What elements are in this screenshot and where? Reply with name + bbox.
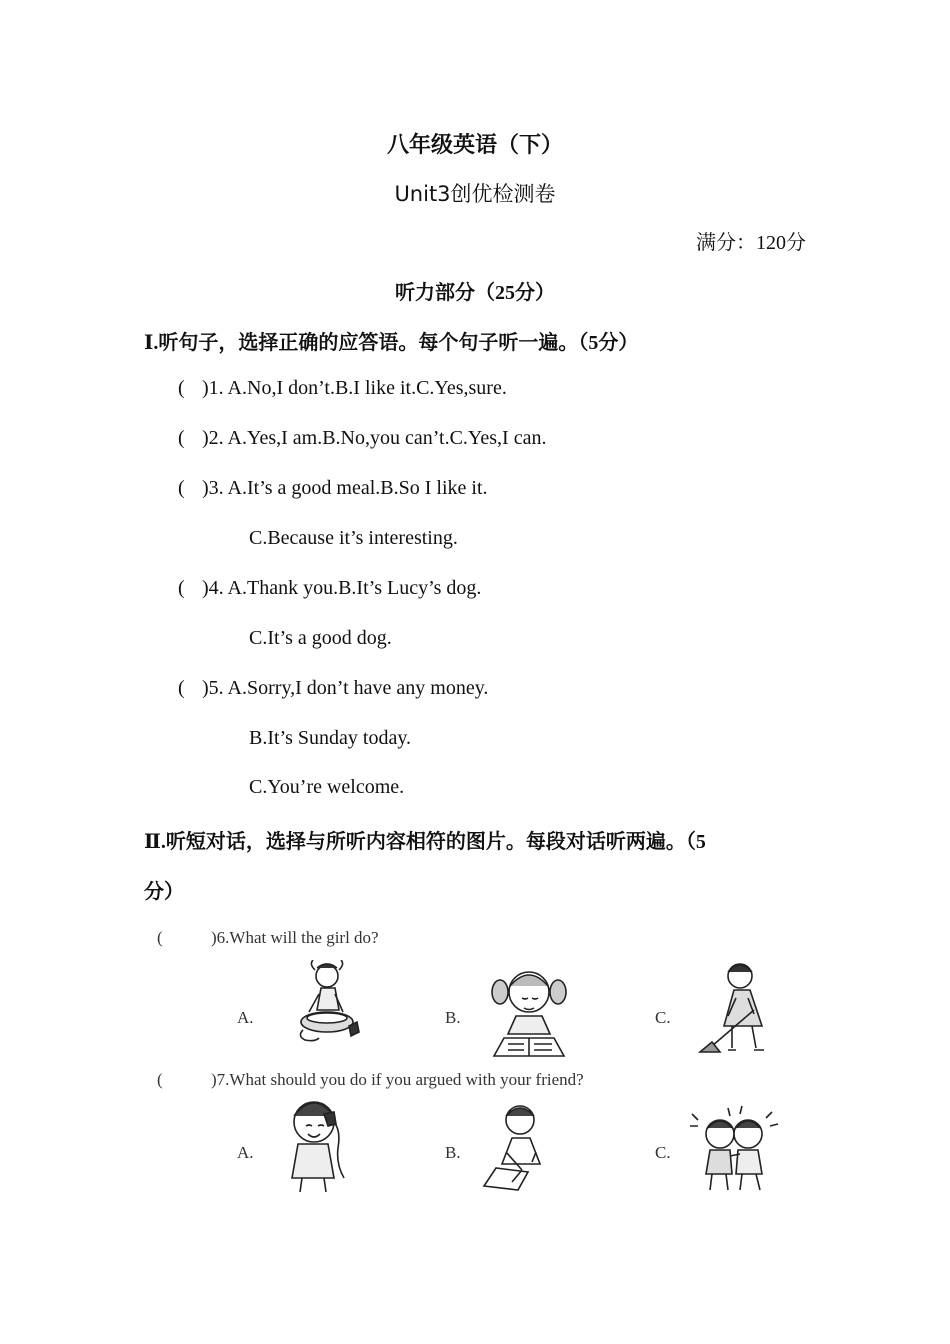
question-4-option-c: C.It’s a good dog. <box>249 627 392 649</box>
question-6 <box>157 928 379 948</box>
option-b-label[interactable]: B. <box>445 1008 461 1027</box>
girl-washing-clothes-icon[interactable] <box>295 960 361 1052</box>
answer-paren[interactable]: ( <box>157 1070 163 1089</box>
listening-part-heading: 听力部分（25分） <box>395 282 555 304</box>
option-a-label[interactable]: A. <box>237 1008 254 1027</box>
answer-paren[interactable]: ( <box>178 477 185 499</box>
question-text: )6.What will the girl do? <box>211 928 379 947</box>
question-5-option-b: B.It’s Sunday today. <box>249 727 412 749</box>
section-2-heading-cont: 分） <box>144 881 184 903</box>
question-text: )1. A.No,I don’t.B.I like it.C.Yes,sure. <box>202 377 507 399</box>
question-text: )5. A.Sorry,I don’t have any money. <box>202 677 489 699</box>
answer-paren[interactable]: ( <box>157 928 163 947</box>
question-text: )3. A.It’s a good meal.B.So I like it. <box>202 477 488 499</box>
question-3 <box>178 477 488 500</box>
answer-paren[interactable]: ( <box>178 677 185 699</box>
option-b-label[interactable]: B. <box>445 1143 461 1162</box>
question-text: )4. A.Thank you.B.It’s Lucy’s dog. <box>202 577 482 599</box>
question-7 <box>157 1070 584 1090</box>
question-5-option-c: C.You’re welcome. <box>249 776 405 798</box>
boy-phone-call-icon[interactable] <box>284 1098 356 1194</box>
document-title: 八年级英语（下） <box>386 133 563 158</box>
question-5 <box>178 677 488 700</box>
boy-writing-letter-icon[interactable] <box>482 1102 558 1192</box>
answer-paren[interactable]: ( <box>178 427 185 449</box>
question-text: )2. A.Yes,I am.B.No,you can’t.C.Yes,I can. <box>202 427 547 449</box>
section-1-heading: Ⅰ.听句子，选择正确的应答语。每个句子听一遍。（5分） <box>144 332 639 354</box>
option-c-label[interactable]: C. <box>655 1143 671 1162</box>
question-3-option-c: C.Because it’s interesting. <box>249 527 458 549</box>
boys-fighting-icon[interactable] <box>688 1104 780 1194</box>
full-score: 满分：120分 <box>696 232 806 254</box>
option-c-label[interactable]: C. <box>655 1008 671 1027</box>
question-text: )7.What should you do if you argued with your friend? <box>211 1070 584 1089</box>
question-1 <box>178 377 507 400</box>
document-subtitle: Unit3创优检测卷 <box>394 182 556 206</box>
answer-paren[interactable]: ( <box>178 577 185 599</box>
question-2 <box>178 427 546 450</box>
section-2-heading: Ⅱ.听短对话，选择与所听内容相符的图片。每段对话听两遍。（5 <box>144 831 706 853</box>
option-a-label[interactable]: A. <box>237 1143 254 1162</box>
girl-sweeping-floor-icon[interactable] <box>698 960 782 1056</box>
question-4 <box>178 577 481 600</box>
girl-doing-homework-icon[interactable] <box>490 964 568 1058</box>
answer-paren[interactable]: ( <box>178 377 185 399</box>
